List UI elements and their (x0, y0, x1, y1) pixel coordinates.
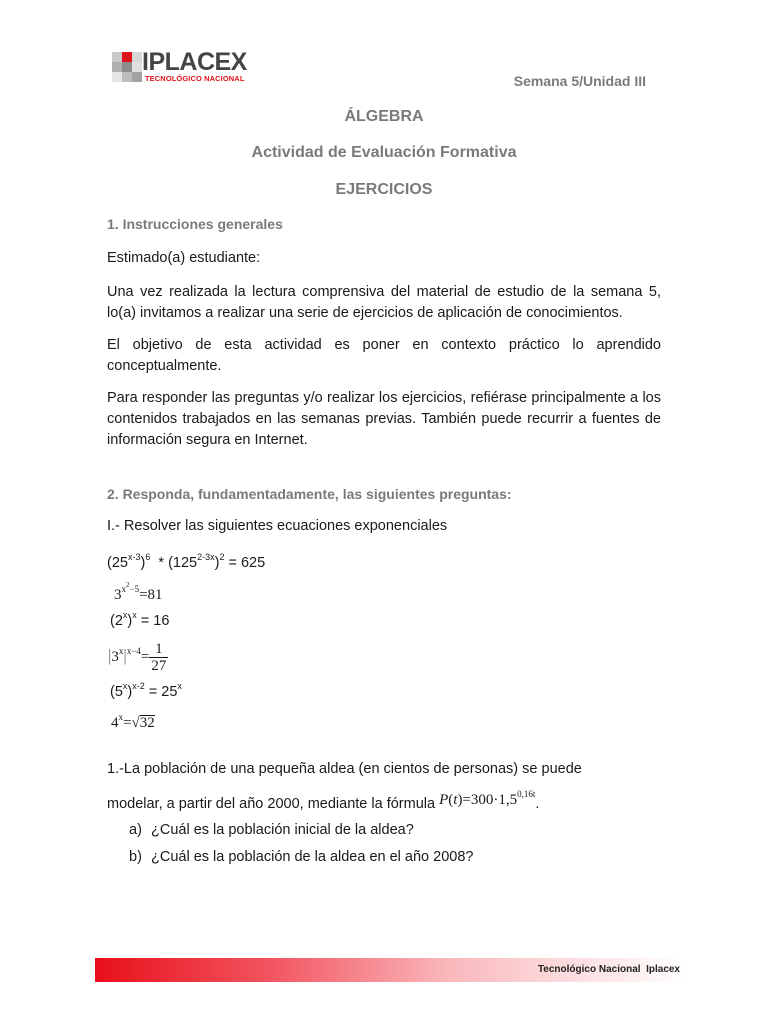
section2-heading: 2. Responda, fundamentadamente, las siguientes preguntas: (107, 486, 512, 502)
equation-2: $3^{x^2-5}=81$ (114, 581, 163, 603)
logo-wordmark: IPLACEX (142, 48, 247, 76)
problem-line-2: modelar, a partir del año 2000, mediante la fórmula $P(t)=300\cdot 1,5^{0,16t}$. (107, 789, 540, 812)
equation-4: $|3^x|^{x-4}=$ $\frac{1}{27}$ (108, 641, 167, 674)
equation-6: $4^x=√32$ (111, 712, 155, 731)
section1-heading: 1. Instrucciones generales (107, 216, 283, 232)
week-label: Semana 5/Unidad III (513, 73, 646, 89)
paragraph-1: Una vez realizada la lectura comprensiva del material de estudio de la semana 5, lo(a) invitamos a realizar una serie de ejercicios de aplicación de conocimientos. (107, 284, 661, 321)
population-formula: $P(t)=300\cdot 1,5^{0,16t}$ (439, 789, 536, 808)
equation-5: $(5^x)^{x-2} = 25^x$ (110, 681, 182, 700)
problem-line-1: 1.-La población de una pequeña aldea (en cientos de personas) se puede (107, 761, 582, 777)
activity-title: Actividad de Evaluación Formativa (251, 144, 517, 161)
paragraph-2: El objetivo de esta actividad es poner en contexto práctico lo aprendido conceptualmente. (107, 337, 661, 374)
logo-mosaic-icon (112, 52, 142, 82)
equation-3: $(2^x)^x = 16$ (110, 610, 170, 629)
iplacex-logo (112, 50, 262, 86)
paragraph-3: Para responder las preguntas y/o realizar los ejercicios, refiérase principalmente a los contenidos trabajados en las semanas previas. También puede recurrir a fuentes de información segura en Internet. (107, 390, 661, 448)
option-b: b) ¿Cuál es la población de la aldea en el año 2008? (129, 849, 474, 865)
footer-text: Tecnológico Nacional Iplacex (537, 964, 680, 975)
section-title: EJERCICIOS (335, 181, 433, 198)
option-a: a) ¿Cuál es la población inicial de la aldea? (129, 822, 414, 838)
square-root-icon: √ (131, 715, 140, 731)
exercise-intro: I.- Resolver las siguientes ecuaciones exponenciales (107, 518, 448, 534)
equation-1: $(25^{x-3})^6 * (125^{2-3x})^2 = 625$ (107, 552, 266, 571)
logo-subtitle: TECNOLÓGICO NACIONAL (145, 74, 245, 83)
subject-title: ÁLGEBRA (344, 108, 424, 125)
greeting: Estimado(a) estudiante: (107, 250, 261, 266)
